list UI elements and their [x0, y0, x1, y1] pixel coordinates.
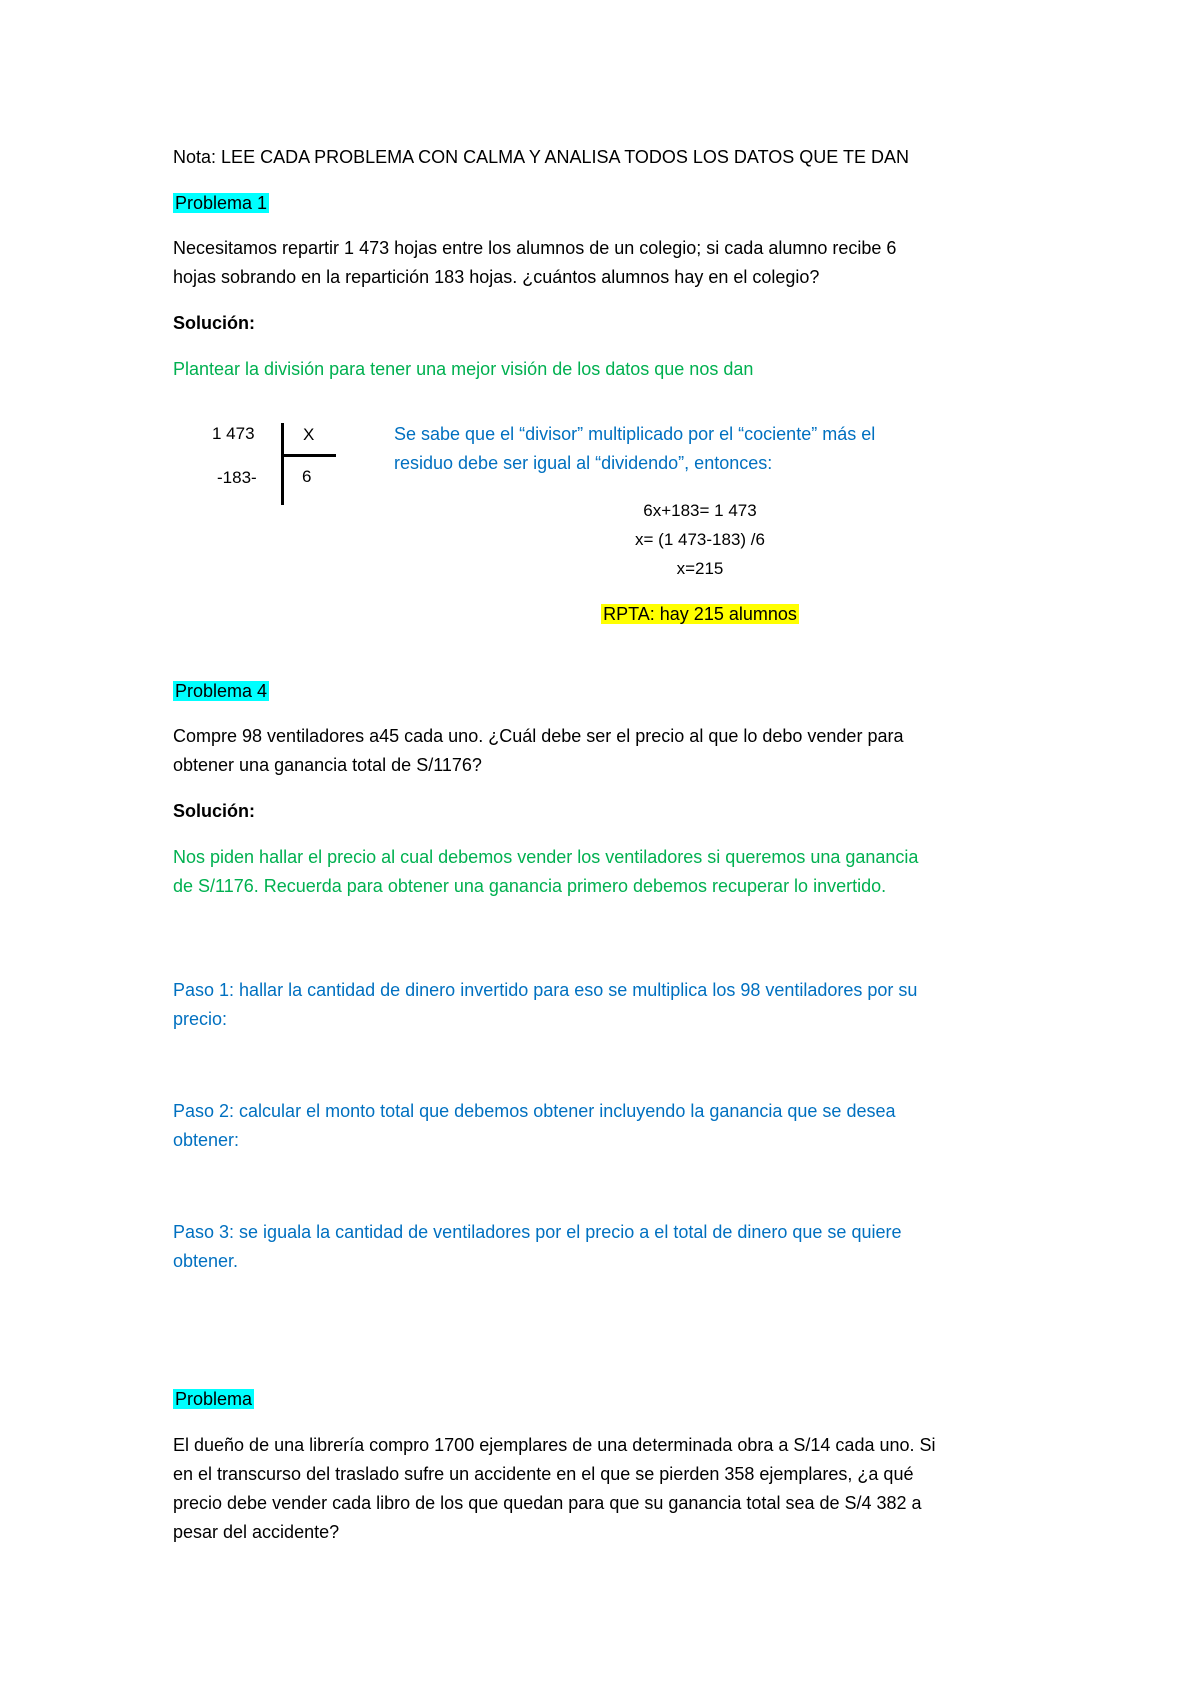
problem4-heading [173, 677, 269, 706]
division-remainder: -183- [217, 468, 257, 487]
problem1-statement-line2: hojas sobrando en la repartición 183 hojas. ¿cuántos alumnos hay en el colegio? [173, 267, 820, 287]
division-divisor: X [303, 425, 315, 444]
division-vertical-bar [281, 423, 284, 505]
problem4-heading-text: Problema 4 [175, 681, 268, 701]
problem-last-statement-line4: pesar del accidente? [173, 1522, 340, 1542]
problem-last-statement-line2: en el transcurso del traslado sufre un accidente en el que se pierden 358 ejemplares, ¿a qué [173, 1464, 914, 1484]
step3-line1: Paso 3: se iguala la cantidad de ventiladores por el precio a el total de dinero que se quiere [173, 1222, 902, 1242]
problem4-solution-label: Solución: [173, 801, 255, 821]
problem4-hint-line2: de S/1176. Recuerda para obtener una ganancia primero debemos recuperar lo invertido. [173, 876, 887, 896]
problem1-hint: Plantear la división para tener una mejor visión de los datos que nos dan [173, 359, 754, 379]
note-line [173, 143, 909, 172]
step1-line2: precio: [173, 1009, 228, 1029]
equation-2: x= (1 473-183) /6 [635, 530, 765, 549]
note-label: Nota: [173, 147, 217, 167]
problem1-heading-text: Problema 1 [175, 193, 268, 213]
note-text: LEE CADA PROBLEMA CON CALMA Y ANALISA TODOS LOS DATOS QUE TE DAN [221, 147, 909, 167]
problem-last-heading-text: Problema [175, 1389, 253, 1409]
problem1-explanation-line1: Se sabe que el “divisor” multiplicado por el “cociente” más el [394, 424, 876, 444]
step1-line1: Paso 1: hallar la cantidad de dinero invertido para eso se multiplica los 98 ventiladores por su [173, 980, 918, 1000]
division-dividend: 1 473 [212, 424, 255, 443]
problem4-statement-line2: obtener una ganancia total de S/1176? [173, 755, 482, 775]
equation-3: x=215 [676, 559, 724, 578]
problem-last-heading [173, 1385, 254, 1414]
problem1-statement-line1: Necesitamos repartir 1 473 hojas entre los alumnos de un colegio; si cada alumno recibe 6 [173, 238, 897, 258]
problem1-explanation-line2: residuo debe ser igual al “dividendo”, entonces: [394, 453, 773, 473]
step3-line2: obtener. [173, 1251, 239, 1271]
equation-1: 6x+183= 1 473 [643, 501, 757, 520]
division-quotient: 6 [302, 467, 312, 486]
problem-last-statement-line1: El dueño de una librería compro 1700 ejemplares de una determinada obra a S/14 cada uno. Si [173, 1435, 936, 1455]
step2-line1: Paso 2: calcular el monto total que debemos obtener incluyendo la ganancia que se desea [173, 1101, 896, 1121]
problem1-solution-label: Solución: [173, 313, 255, 333]
answer-line [560, 600, 840, 629]
problem4-hint-line1: Nos piden hallar el precio al cual debemos vender los ventiladores si queremos una ganancia [173, 847, 919, 867]
problem-last-statement-line3: precio debe vender cada libro de los que quedan para que su ganancia total sea de S/4 382 a [173, 1493, 922, 1513]
step2-line2: obtener: [173, 1130, 240, 1150]
problem4-statement-line1: Compre 98 ventiladores a45 cada uno. ¿Cuál debe ser el precio al que lo debo vender para [173, 726, 904, 746]
problem1-heading [173, 189, 269, 218]
answer-text: RPTA: hay 215 alumnos [603, 604, 797, 624]
division-horizontal-bar [281, 454, 336, 457]
